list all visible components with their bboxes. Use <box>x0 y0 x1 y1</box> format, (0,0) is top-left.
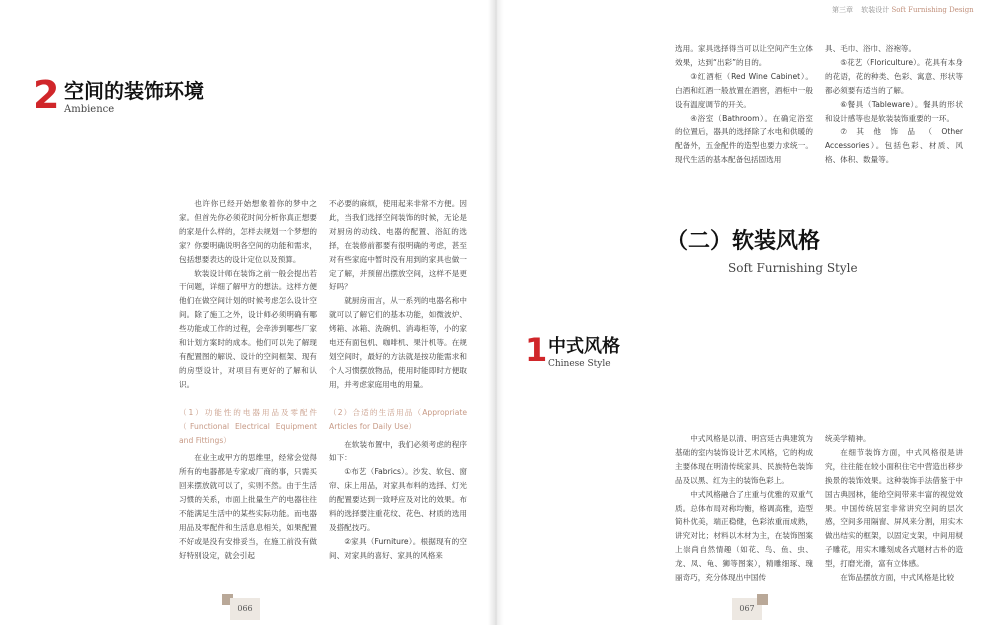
paragraph: ⑤花艺（Floriculture）。花具有本身的花语，花的种类、色彩、寓意、形状等都必须要有适当的了解。 <box>825 57 963 95</box>
subheading: （1）功能性的电器用品及零配件（Functional Electrical Equipment and Fittings） <box>179 407 317 445</box>
paragraph: 统美学精神。 <box>825 434 871 443</box>
section-number: 2 <box>33 73 60 117</box>
paragraph: 软装设计师在装饰之前一般会提出若干问题，详细了解甲方的想法。这样方便他们在做空间计划的时候考虑怎么设计空间。除了施工之外，设计师必须明确有哪些功能或工作的过程，会牵涉到哪些厂家和计划方案时的成本。他们可以先了解现有配置图的解说、设计的空间框架、现有的房型设计，对项目有更好的了解和认识。 <box>179 268 317 389</box>
text-column-4 <box>825 42 963 167</box>
chapter-heading-en: Soft Furnishing Style <box>728 261 858 275</box>
header-title-cn: 软装设计 <box>861 6 890 14</box>
paragraph: 选用。家具选择得当可以让空间产生立体效果，达到“出彩”的目的。 <box>675 44 813 67</box>
paragraph: 在饰品摆放方面，中式风格是比较 <box>840 573 955 583</box>
section-subtitle: Ambience <box>64 104 115 115</box>
section-subtitle: Chinese Style <box>548 359 611 369</box>
paragraph: 在细节装饰方面，中式风格很是讲究，往往能在较小面积住宅中营造出移步换景的装饰效果。这种装饰手法借鉴于中国古典园林，能给空间带来丰富的视觉效果。中国传统居室非常讲究空间的层次感，空间多用隔窗、屏风来分割，用实木做出结实的框架，以固定支架，中间用棂子雕花，用实木雕刻成各式题材古朴的造型，打磨光滑，富有立体感。 <box>825 447 963 569</box>
page-number: 066 <box>230 598 260 620</box>
text-column-3 <box>675 42 813 167</box>
paragraph: 中式风格是以清、明宫廷古典建筑为基础的室内装饰设计艺术风格，它的构成主要体现在明清传统家具、民族特色装饰品及以黑、红为主的装饰色彩上。 <box>675 434 813 485</box>
right-page <box>496 0 991 625</box>
running-header <box>832 5 974 15</box>
paragraph: 中式风格融合了庄重与优雅的双重气质。总体布局对称均衡，格调高雅，造型简朴优美，端正稳健，色彩浓重而成熟，讲究对比；材料以木材为主，在装饰图案上崇尚自然情趣（如花、鸟、鱼、虫、龙、凤、龟、狮等图案），精雕细琢、瑰丽奇巧，充分体现出中国传 <box>675 489 813 583</box>
paragraph: 不必要的麻烦，使用起来非常不方便。因此，当我们选择空间装饰的时候，无论是对厨房的动线、电器的配置、浴缸的选择，在装修前都要有很明确的考虑，甚至对有些家庭中暂时没有用到的家具也做一定了解，并预留出摆放空间，这样不是更好吗？ <box>329 199 467 292</box>
text-column-1 <box>179 197 317 563</box>
text-column-6 <box>825 432 963 585</box>
paragraph: 在业主或甲方的思维里，经常会觉得所有的电器都是专家或厂商的事，只需买回来摆放就可以了，实则不然。由于生活习惯的关系，市面上批量生产的电器往往不能满足生活中的某些实际功能。而电器用品及零配件和生活息息相关，如果配置不好或是没有安排妥当，在施工前没有做好特别设定，就会引起 <box>179 453 317 560</box>
paragraph: ④浴室（Bathroom）。在确定浴室的位置后，器具的选择除了水电和供暖的配备外，五金配件的造型也要力求统一。现代生活的基本配备包括固选用 <box>675 113 813 165</box>
paragraph: ②家具（Furniture）。根据现有的空间、对家具的喜好、家具的风格来 <box>329 536 467 560</box>
paragraph: 在软装布置中，我们必须考虑的程序如下： <box>329 439 467 463</box>
section-title: 空间的装饰环境 <box>64 79 204 103</box>
paragraph: ①布艺（Fabrics）。沙发、软包、窗帘、床上用品，对家具布料的选择、灯光的配置要达到一致呼应及对比的效果。布料的选择要注重花纹、花色、材质的选用及搭配技巧。 <box>329 467 467 532</box>
paragraph: 也许你已经开始想象着你的梦中之家。但首先你必须花时间分析你真正想要的家是什么样的，怎样去规划一个梦想的家？你要明确说明各空间的功能和需求，包括想要表达的设计定位以及预算。 <box>179 199 317 264</box>
paragraph: ③红酒柜（Red Wine Cabinet）。白酒和红酒一般放置在酒窖，酒柜中一般设有温度调节的开关。 <box>675 71 813 109</box>
section-title: 中式风格 <box>548 336 620 357</box>
book-spine-shadow <box>488 0 504 625</box>
paragraph: ⑥餐具（Tableware）。餐具的形状和设计感等也是软装装饰重要的一环。 <box>825 99 963 123</box>
header-title-en: Soft Furnishing Design <box>891 6 974 14</box>
folio-decoration <box>757 594 768 605</box>
page-number: 067 <box>732 598 762 620</box>
paragraph: 具、毛巾、浴巾、浴袍等。 <box>825 44 917 53</box>
text-column-5 <box>675 432 813 585</box>
paragraph: 就厨房而言，从一系列的电器名称中就可以了解它们的基本功能，如微波炉、烤箱、冰箱、洗碗机、消毒柜等，小的家电还有面包机、咖啡机、果汁机等。在规划空间时，最好的方法就是按功能需求和个人习惯摆放物品，使用时能即时方便取用，并考虑家庭用电的用量。 <box>329 296 467 389</box>
subheading: （2）合适的生活用品（Appropriate Articles for Daily Use） <box>329 407 467 431</box>
section-number: 1 <box>525 331 548 369</box>
text-column-2 <box>329 197 467 563</box>
header-chapter: 第三章 <box>832 6 853 14</box>
paragraph: ⑦其他饰品（Other Accessories）。包括色彩、材质、风格、体积、数量等。 <box>825 127 963 165</box>
chapter-heading: （二）软装风格 <box>666 228 821 254</box>
